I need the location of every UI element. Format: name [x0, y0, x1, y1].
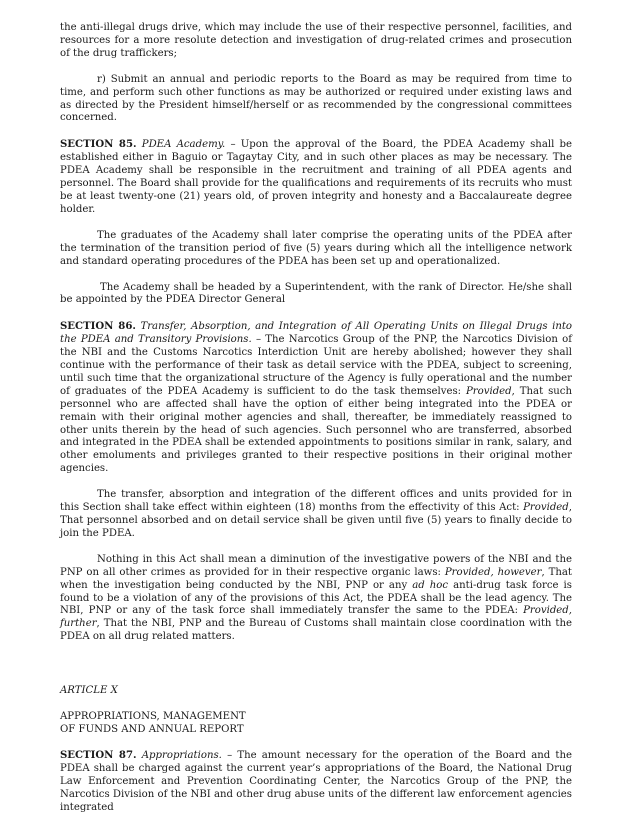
section-86-p3-b: , That when the investigation being conducted by the NBI, PNP or any — [60, 566, 572, 591]
document-page — [60, 22, 572, 827]
section-87-paragraph — [60, 749, 572, 815]
section-86-paragraph-3 — [60, 554, 572, 644]
article-title — [60, 711, 572, 737]
section-85-paragraph-2: The graduates of the Academy shall later comprise the operating units of the PDEA after the termination of the transition period of five (5) years during which all the intelligence network and standard operating procedures of the PDEA has been set up and operationalized. — [60, 229, 572, 267]
section-87-body: – The amount necessary for the operation of the Board and the PDEA shall be charged against the current year’s appropriations of the Board, the National Drug Law Enforcement and Prevention Coordinating Center, the Narcotics Group of the PNP, the Narcotics Division of the NBI and other drug abuse units of the different law enforcement agencies integrated — [60, 749, 573, 813]
section-86-p3-d: , That the NBI, PNP and the Bureau of Customs shall maintain close coordination with the PDEA on all drug related matters. — [60, 618, 572, 643]
section-86-p2-b: , That personnel absorbed and on detail service shall be given until five (5) years to finally decide to join the PDEA. — [60, 502, 572, 539]
section-86-paragraph-2 — [60, 489, 572, 541]
section-85-label: SECTION 85. — [60, 138, 137, 151]
section-85-body: – Upon the approval of the Board, the PDEA Academy shall be established either in Baguio or Tagaytay City, and in such other places as may be necessary. The PDEA Academy shall be responsible in the recruitment and training of all PDEA agents and personnel. The Board shall provide for the qualifications and requirements of its recruits who must be at least twenty-one (21) years old, of proven integrity and honesty and a Baccalaureate degree holder. — [60, 139, 572, 215]
section-86-provided: Provided — [465, 385, 512, 397]
paragraph-continuation: the anti-illegal drugs drive, which may include the use of their respective personnel, facilities, and resources for a more resolute detection and investigation of drug-related crimes and prosecution of the drug traffickers; — [60, 22, 572, 59]
section-86-p3-provided-further: Provided, further — [60, 605, 572, 630]
section-86-body-a: – The Narcotics Group of the PNP, the Narcotics Division of the NBI and the Customs Narcotics Interdiction Unit are hereby abolished; however they shall continue with the performance of their task as detail service with the PDEA, subject to screening, until such time that the organizational structure of the Agency is fully operational and the number of graduates of the PDEA Academy is sufficient to do the task themselves: — [60, 334, 572, 397]
section-86-p2-provided: Provided — [523, 502, 569, 514]
paragraph-item-r: r) Submit an annual and periodic reports to the Board as may be required from time to time, and perform such other functions as may be authorized or required under existing laws and as directed by the President himself/herself or as recommended by the congressional committees concerned. — [60, 73, 572, 124]
article-title-line-1: APPROPRIATIONS, MANAGEMENT — [60, 711, 246, 723]
section-85-paragraph — [60, 138, 572, 216]
spacer — [60, 657, 572, 685]
section-86-p3-adhoc: ad hoc — [412, 579, 449, 591]
section-86-title: Transfer, Absorption, and Integration of All Operating Units on Illegal Drugs into the PDEA and Transitory Provisions. — [60, 321, 573, 346]
article-label: ARTICLE X — [60, 685, 118, 697]
section-86-body-b: , That such personnel who are affected shall have the option of either being integrated into the PDEA or remain with their original mother agencies and shall, thereafter, be immediately reassigned to other units therein by the head of such agencies. Such personnel who are transferred, absorbed and integrated in the PDEA shall be extended appointments to positions similar in rank, salary, and other emoluments and privileges granted to their respective positions in their original mother agencies. — [60, 385, 572, 475]
section-86-label: SECTION 86. — [60, 320, 136, 333]
section-86-p3-c: anti-drug task force is found to be a violation of any of the provisions of this Act, the PDEA shall be the lead agency. The NBI, PNP or any of the task force shall immediately transfer the same to the PDEA: — [60, 579, 572, 617]
section-87-label: SECTION 87. — [60, 748, 137, 761]
section-85-title: PDEA Academy. — [141, 139, 226, 151]
section-86-p3-provided-however: Provided, however — [444, 566, 542, 578]
section-86-paragraph — [60, 320, 572, 476]
section-87-title: Appropriations. — [141, 749, 222, 761]
article-title-line-2: OF FUNDS AND ANNUAL REPORT — [60, 723, 244, 735]
section-86-p2-a: The transfer, absorption and integration of the different offices and units provided for in this Section shall take effect within eighteen (18) months from the effectivity of this Act: — [60, 489, 572, 514]
section-86-p3-a: Nothing in this Act shall mean a diminution of the investigative powers of the NBI and the PNP on all other crimes as provided for in their respective organic laws: — [60, 553, 572, 578]
section-85-paragraph-3: The Academy shall be headed by a Superintendent, with the rank of Director. He/she shall be appointed by the PDEA Director General — [60, 281, 572, 306]
